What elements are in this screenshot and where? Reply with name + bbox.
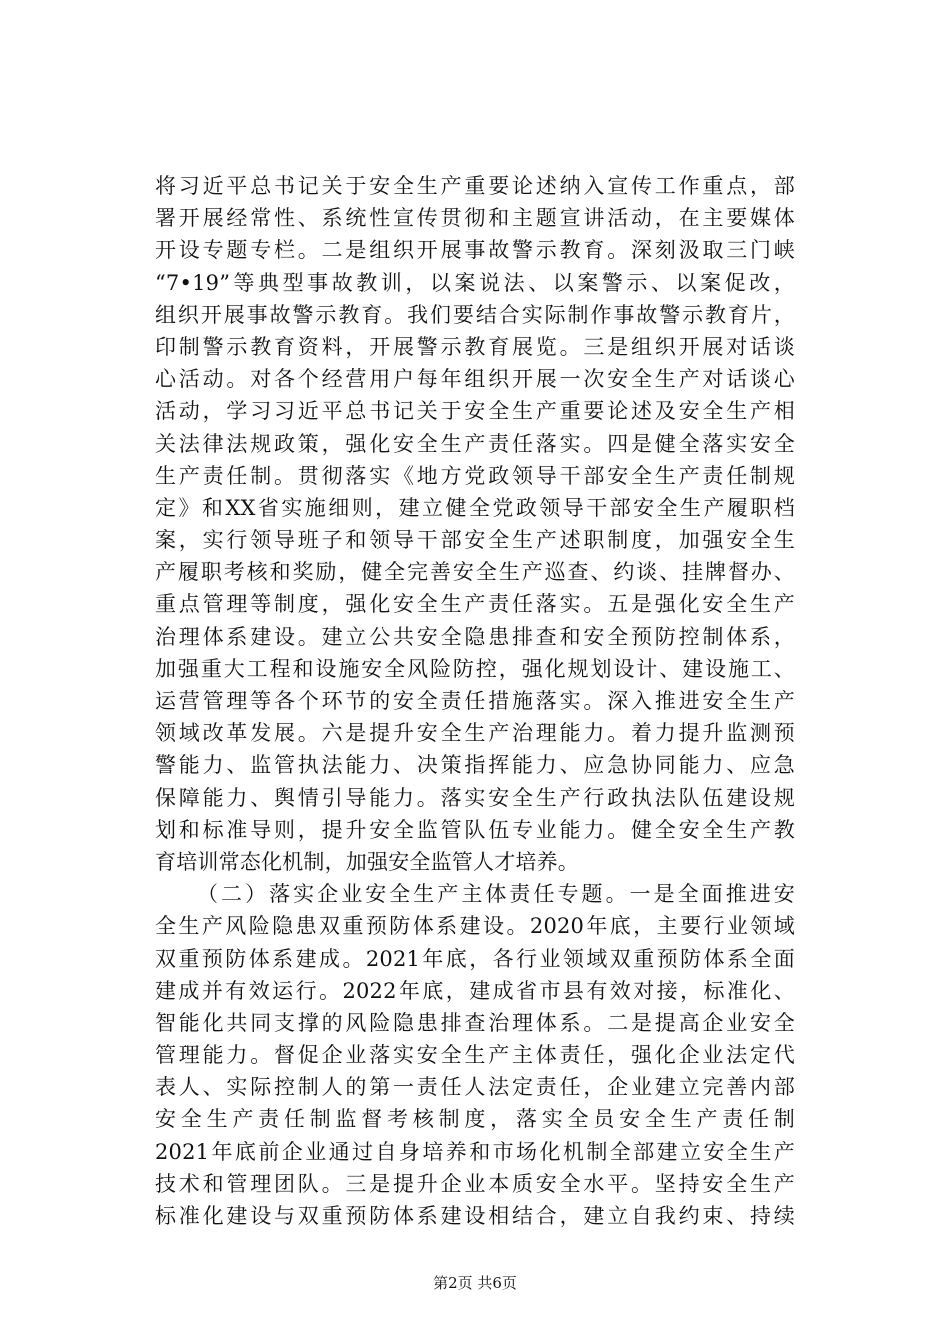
text-line: 治理体系建设。建立公共安全隐患排查和安全预防控制体系， <box>155 624 795 649</box>
text-line: 建成并有效运行。2022年底，建成省市县有效对接，标准化、 <box>155 978 795 1003</box>
text-line: 关法律法规政策，强化安全生产责任落实。四是健全落实安全 <box>155 431 795 456</box>
text-line: 警能力、监管执法能力、决策指挥能力、应急协同能力、应急 <box>155 753 795 778</box>
text-line: 案，实行领导班子和领导干部安全生产述职制度，加强安全生 <box>155 528 795 553</box>
text-line: 划和标准导则，提升安全监管队伍专业能力。健全安全生产教 <box>155 817 795 842</box>
text-line: 署开展经常性、系统性宣传贯彻和主题宣讲活动，在主要媒体 <box>155 206 795 231</box>
text-line: 加强重大工程和设施安全风险防控，强化规划设计、建设施工、 <box>155 656 795 681</box>
text-line: 运营管理等各个环节的安全责任措施落实。深入推进安全生产 <box>155 689 795 713</box>
text-line: 组织开展事故警示教育。我们要结合实际制作事故警示教育片， <box>155 302 795 327</box>
text-line: “7•19”等典型事故教训，以案说法、以案警示、以案促改， <box>155 270 795 295</box>
paragraph-end-line: 育培训常态化机制，加强安全监管人才培养。 <box>155 849 579 874</box>
text-line: 智能化共同支撑的风险隐患排查治理体系。二是提高企业安全 <box>155 1010 795 1035</box>
text-line: 印制警示教育资料，开展警示教育展览。三是组织开展对话谈 <box>155 334 795 359</box>
page-footer <box>0 1272 950 1293</box>
text-line: 定》和XX省实施细则，建立健全党政领导干部安全生产履职档 <box>155 495 795 520</box>
text-line: 管理能力。督促企业落实安全生产主体责任，强化企业法定代 <box>155 1043 795 1068</box>
text-line: 标准化建设与双重预防体系建设相结合，建立自我约束、持续 <box>155 1204 795 1228</box>
text-line: 安全生产责任制监督考核制度，落实全员安全生产责任制 <box>155 1107 795 1132</box>
text-line: 活动，学习习近平总书记关于安全生产重要论述及安全生产相 <box>155 399 795 424</box>
body-text <box>155 170 795 1232</box>
text-line: 2021年底前企业通过自身培养和市场化机制全部建立安全生产 <box>155 1139 795 1164</box>
page-number-label: 第2页 共6页 <box>433 1274 517 1292</box>
text-line: 技术和管理团队。三是提升企业本质安全水平。坚持安全生产 <box>155 1171 795 1196</box>
text-line: 双重预防体系建成。2021年底，各行业领域双重预防体系全面 <box>155 946 795 971</box>
text-line: 保障能力、舆情引导能力。落实安全生产行政执法队伍建设规 <box>155 785 795 810</box>
paragraph-start-line: （二）落实企业安全生产主体责任专题。一是全面推进安 <box>197 882 795 907</box>
text-line: 产履职考核和奖励，健全完善安全生产巡查、约谈、挂牌督办、 <box>155 560 795 585</box>
text-line: 将习近平总书记关于安全生产重要论述纳入宣传工作重点，部 <box>155 174 795 198</box>
text-line: 心活动。对各个经营用户每年组织开展一次安全生产对话谈心 <box>155 367 795 392</box>
text-line: 生产责任制。贯彻落实《地方党政领导干部安全生产责任制规 <box>155 463 795 488</box>
text-line: 开设专题专栏。二是组织开展事故警示教育。深刻汲取三门峡 <box>155 238 795 263</box>
text-line: 表人、实际控制人的第一责任人法定责任，企业建立完善内部 <box>155 1075 795 1100</box>
text-line: 重点管理等制度，强化安全生产责任落实。五是强化安全生产 <box>155 592 795 617</box>
text-line: 领域改革发展。六是提升安全生产治理能力。着力提升监测预 <box>155 721 795 746</box>
text-line: 全生产风险隐患双重预防体系建设。2020年底，主要行业领域 <box>155 914 795 939</box>
